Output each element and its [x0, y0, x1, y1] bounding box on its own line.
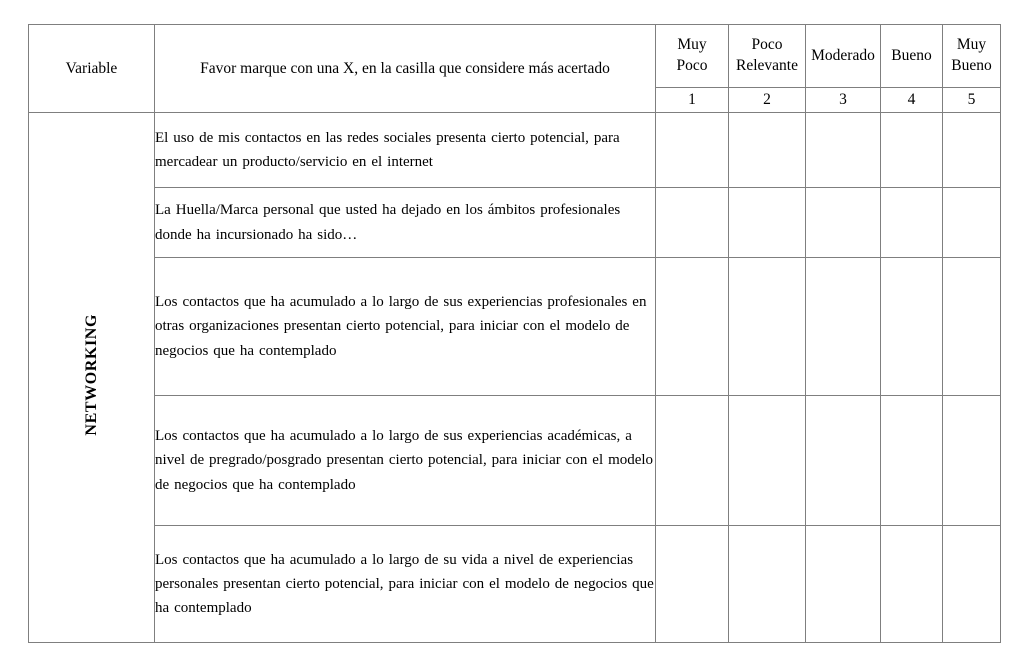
rating-cell-3-1[interactable] [656, 258, 729, 396]
header-number-3: 3 [806, 88, 881, 113]
rating-cell-1-2[interactable] [729, 113, 806, 188]
rating-cell-2-1[interactable] [656, 188, 729, 258]
header-scale-2-line2: Relevante [736, 57, 798, 74]
header-variable: Variable [29, 25, 155, 113]
variable-networking-cell [29, 113, 155, 643]
statement-2: La Huella/Marca personal que usted ha dejado en los ámbitos profesionales donde ha incursionado ha sido… [155, 188, 656, 258]
header-scale-5 [943, 25, 1001, 88]
rating-cell-1-3[interactable] [806, 113, 881, 188]
header-scale-5-line2: Bueno [951, 57, 992, 74]
header-row-labels [29, 25, 1001, 88]
rating-cell-3-5[interactable] [943, 258, 1001, 396]
rating-cell-5-4[interactable] [881, 526, 943, 643]
header-scale-5-line1: Muy [956, 36, 987, 54]
rating-cell-2-3[interactable] [806, 188, 881, 258]
header-scale-3-line1: Moderado [811, 46, 875, 64]
rating-cell-2-5[interactable] [943, 188, 1001, 258]
header-number-4: 4 [881, 88, 943, 113]
header-scale-2 [729, 25, 806, 88]
statement-4: Los contactos que ha acumulado a lo largo de sus experiencias académicas, a nivel de pregrado/posgrado presentan cierto potencial, para iniciar con el modelo de negocios que ha contemplado [155, 396, 656, 526]
networking-survey-table [28, 24, 1001, 643]
header-scale-1-line2: Poco [676, 57, 708, 74]
header-scale-3 [806, 25, 881, 88]
header-scale-2-line1: Poco [751, 36, 783, 54]
table-body [29, 113, 1001, 643]
rating-cell-4-3[interactable] [806, 396, 881, 526]
table-row [29, 396, 1001, 526]
statement-3: Los contactos que ha acumulado a lo largo de sus experiencias profesionales en otras organizaciones presentan cierto potencial, para iniciar con el modelo de negocios que ha contemplado [155, 258, 656, 396]
header-statement-instruction: Favor marque con una X, en la casilla que considere más acertado [155, 25, 656, 113]
rating-cell-1-1[interactable] [656, 113, 729, 188]
table-row [29, 258, 1001, 396]
statement-5: Los contactos que ha acumulado a lo largo de su vida a nivel de experiencias personales presentan cierto potencial, para iniciar con el modelo de negocios que ha contemplado [155, 526, 656, 643]
header-number-2: 2 [729, 88, 806, 113]
table-row [29, 526, 1001, 643]
rating-cell-5-3[interactable] [806, 526, 881, 643]
rating-cell-3-4[interactable] [881, 258, 943, 396]
statement-1: El uso de mis contactos en las redes sociales presenta cierto potencial, para mercadear un producto/servicio en el internet [155, 113, 656, 188]
table-row [29, 113, 1001, 188]
rating-cell-2-4[interactable] [881, 188, 943, 258]
header-scale-1 [656, 25, 729, 88]
rating-cell-4-1[interactable] [656, 396, 729, 526]
rating-cell-3-3[interactable] [806, 258, 881, 396]
table-header [29, 25, 1001, 113]
rating-cell-5-1[interactable] [656, 526, 729, 643]
rating-cell-4-2[interactable] [729, 396, 806, 526]
rating-cell-3-2[interactable] [729, 258, 806, 396]
variable-networking-label: NETWORKING [82, 314, 100, 436]
rating-cell-4-5[interactable] [943, 396, 1001, 526]
header-scale-1-line1: Muy [677, 36, 707, 54]
rating-cell-4-4[interactable] [881, 396, 943, 526]
rating-cell-5-5[interactable] [943, 526, 1001, 643]
header-number-5: 5 [943, 88, 1001, 113]
rating-cell-5-2[interactable] [729, 526, 806, 643]
header-scale-4 [881, 25, 943, 88]
header-scale-4-line1: Bueno [891, 46, 932, 64]
header-number-1: 1 [656, 88, 729, 113]
rating-cell-1-5[interactable] [943, 113, 1001, 188]
rating-cell-1-4[interactable] [881, 113, 943, 188]
rating-cell-2-2[interactable] [729, 188, 806, 258]
table-row [29, 188, 1001, 258]
